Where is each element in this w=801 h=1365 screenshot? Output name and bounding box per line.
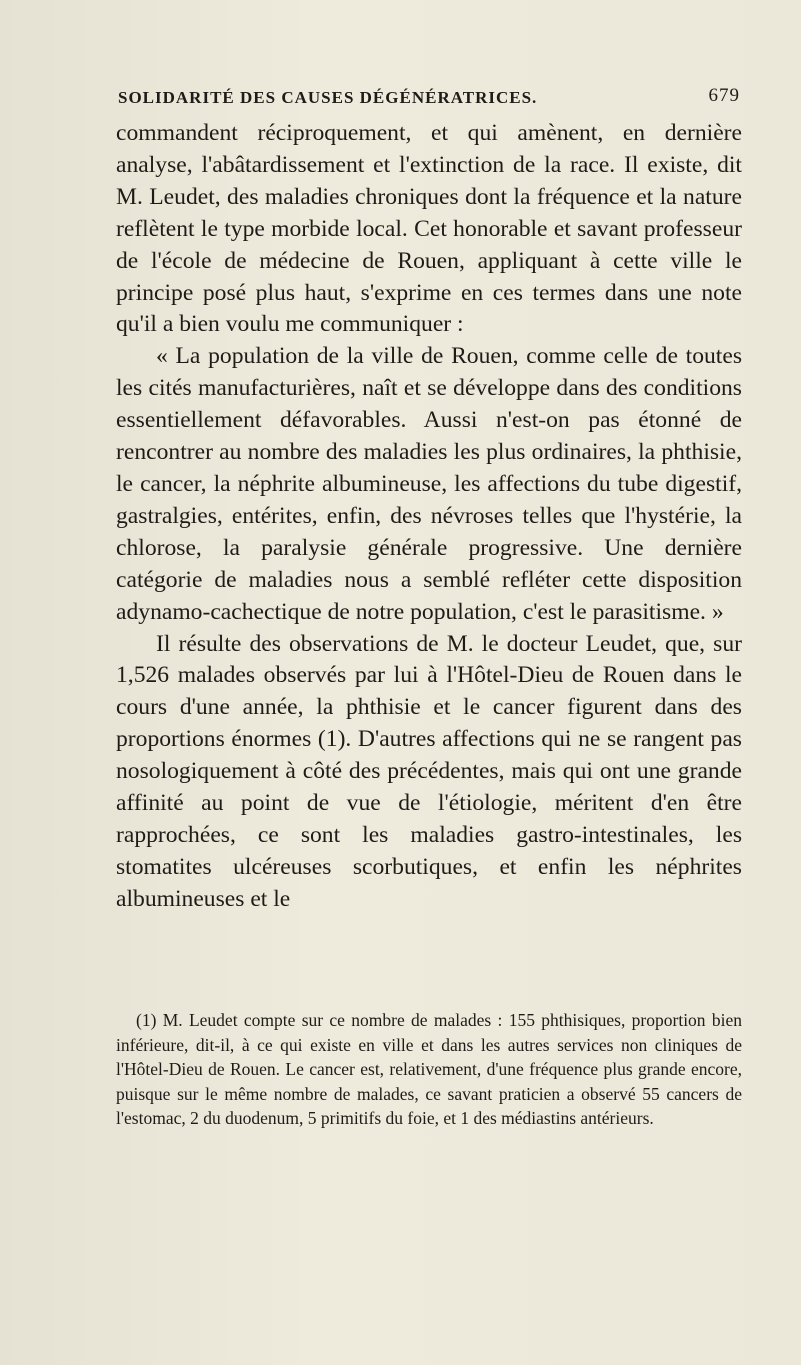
paragraph-quote: « La population de la ville de Rouen, comme celle de toutes les cités manufacturières, naît et se développe dans des conditions essentiellement défavorables. Aussi n'est-on pas étonné de rencontrer au nombre des maladies les plus ordinaires, la phthisie, le cancer, la néphrite albumineuse, les affections du tube digestif, gastralgies, entérites, enfin, des névroses telles que l'hystérie, la chlorose, la paralysie générale progressive. Une dernière catégorie de maladies nous a semblé refléter cette disposition adynamo-cachectique de notre population, c'est le parasitisme. » <box>116 343 742 625</box>
footnotes <box>116 1008 742 1131</box>
running-title: SOLIDARITÉ DES CAUSES DÉGÉNÉRATRICES. <box>118 88 538 107</box>
paragraph-1: commandent réciproquement, et qui amènent, en dernière analyse, l'abâtardissement et l'extinction de la race. Il existe, dit M. Leudet, des maladies chroniques dont la fréquence et la nature reflètent le type morbide local. Cet honorable et savant professeur de l'école de médecine de Rouen, appliquant à cette ville le principe posé plus haut, s'exprime en ces termes dans une note qu'il a bien voulu me communiquer : <box>116 120 742 338</box>
paragraph-3: Il résulte des observations de M. le docteur Leudet, que, sur 1,526 malades observés par lui à l'Hôtel-Dieu de Rouen dans le cours d'une année, la phthisie et le cancer figurent dans des proportions énormes (1). D'autres affections qui ne se rangent pas nosologiquement à côté des précédentes, mais qui ont une grande affinité au point de vue de l'étiologie, méritent d'en être rapprochées, ce sont les maladies gastro-intestinales, les stomatites ulcéreuses scorbutiques, et enfin les néphrites albumineuses et le <box>116 630 742 912</box>
running-header <box>118 85 740 108</box>
footnote-1: (1) M. Leudet compte sur ce nombre de malades : 155 phthisiques, proportion bien inférieure, dit-il, à ce qui existe en ville et dans les autres services non cliniques de l'Hôtel-Dieu de Rouen. Le cancer est, relativement, d'une fréquence plus grande encore, puisque sur le même nombre de malades, ce savant praticien a observé 55 cancers de l'estomac, 2 du duodenum, 5 primitifs du foie, et 1 des médiastins antérieurs. <box>116 1010 742 1129</box>
main-text <box>116 118 742 916</box>
page-number: 679 <box>708 85 740 106</box>
